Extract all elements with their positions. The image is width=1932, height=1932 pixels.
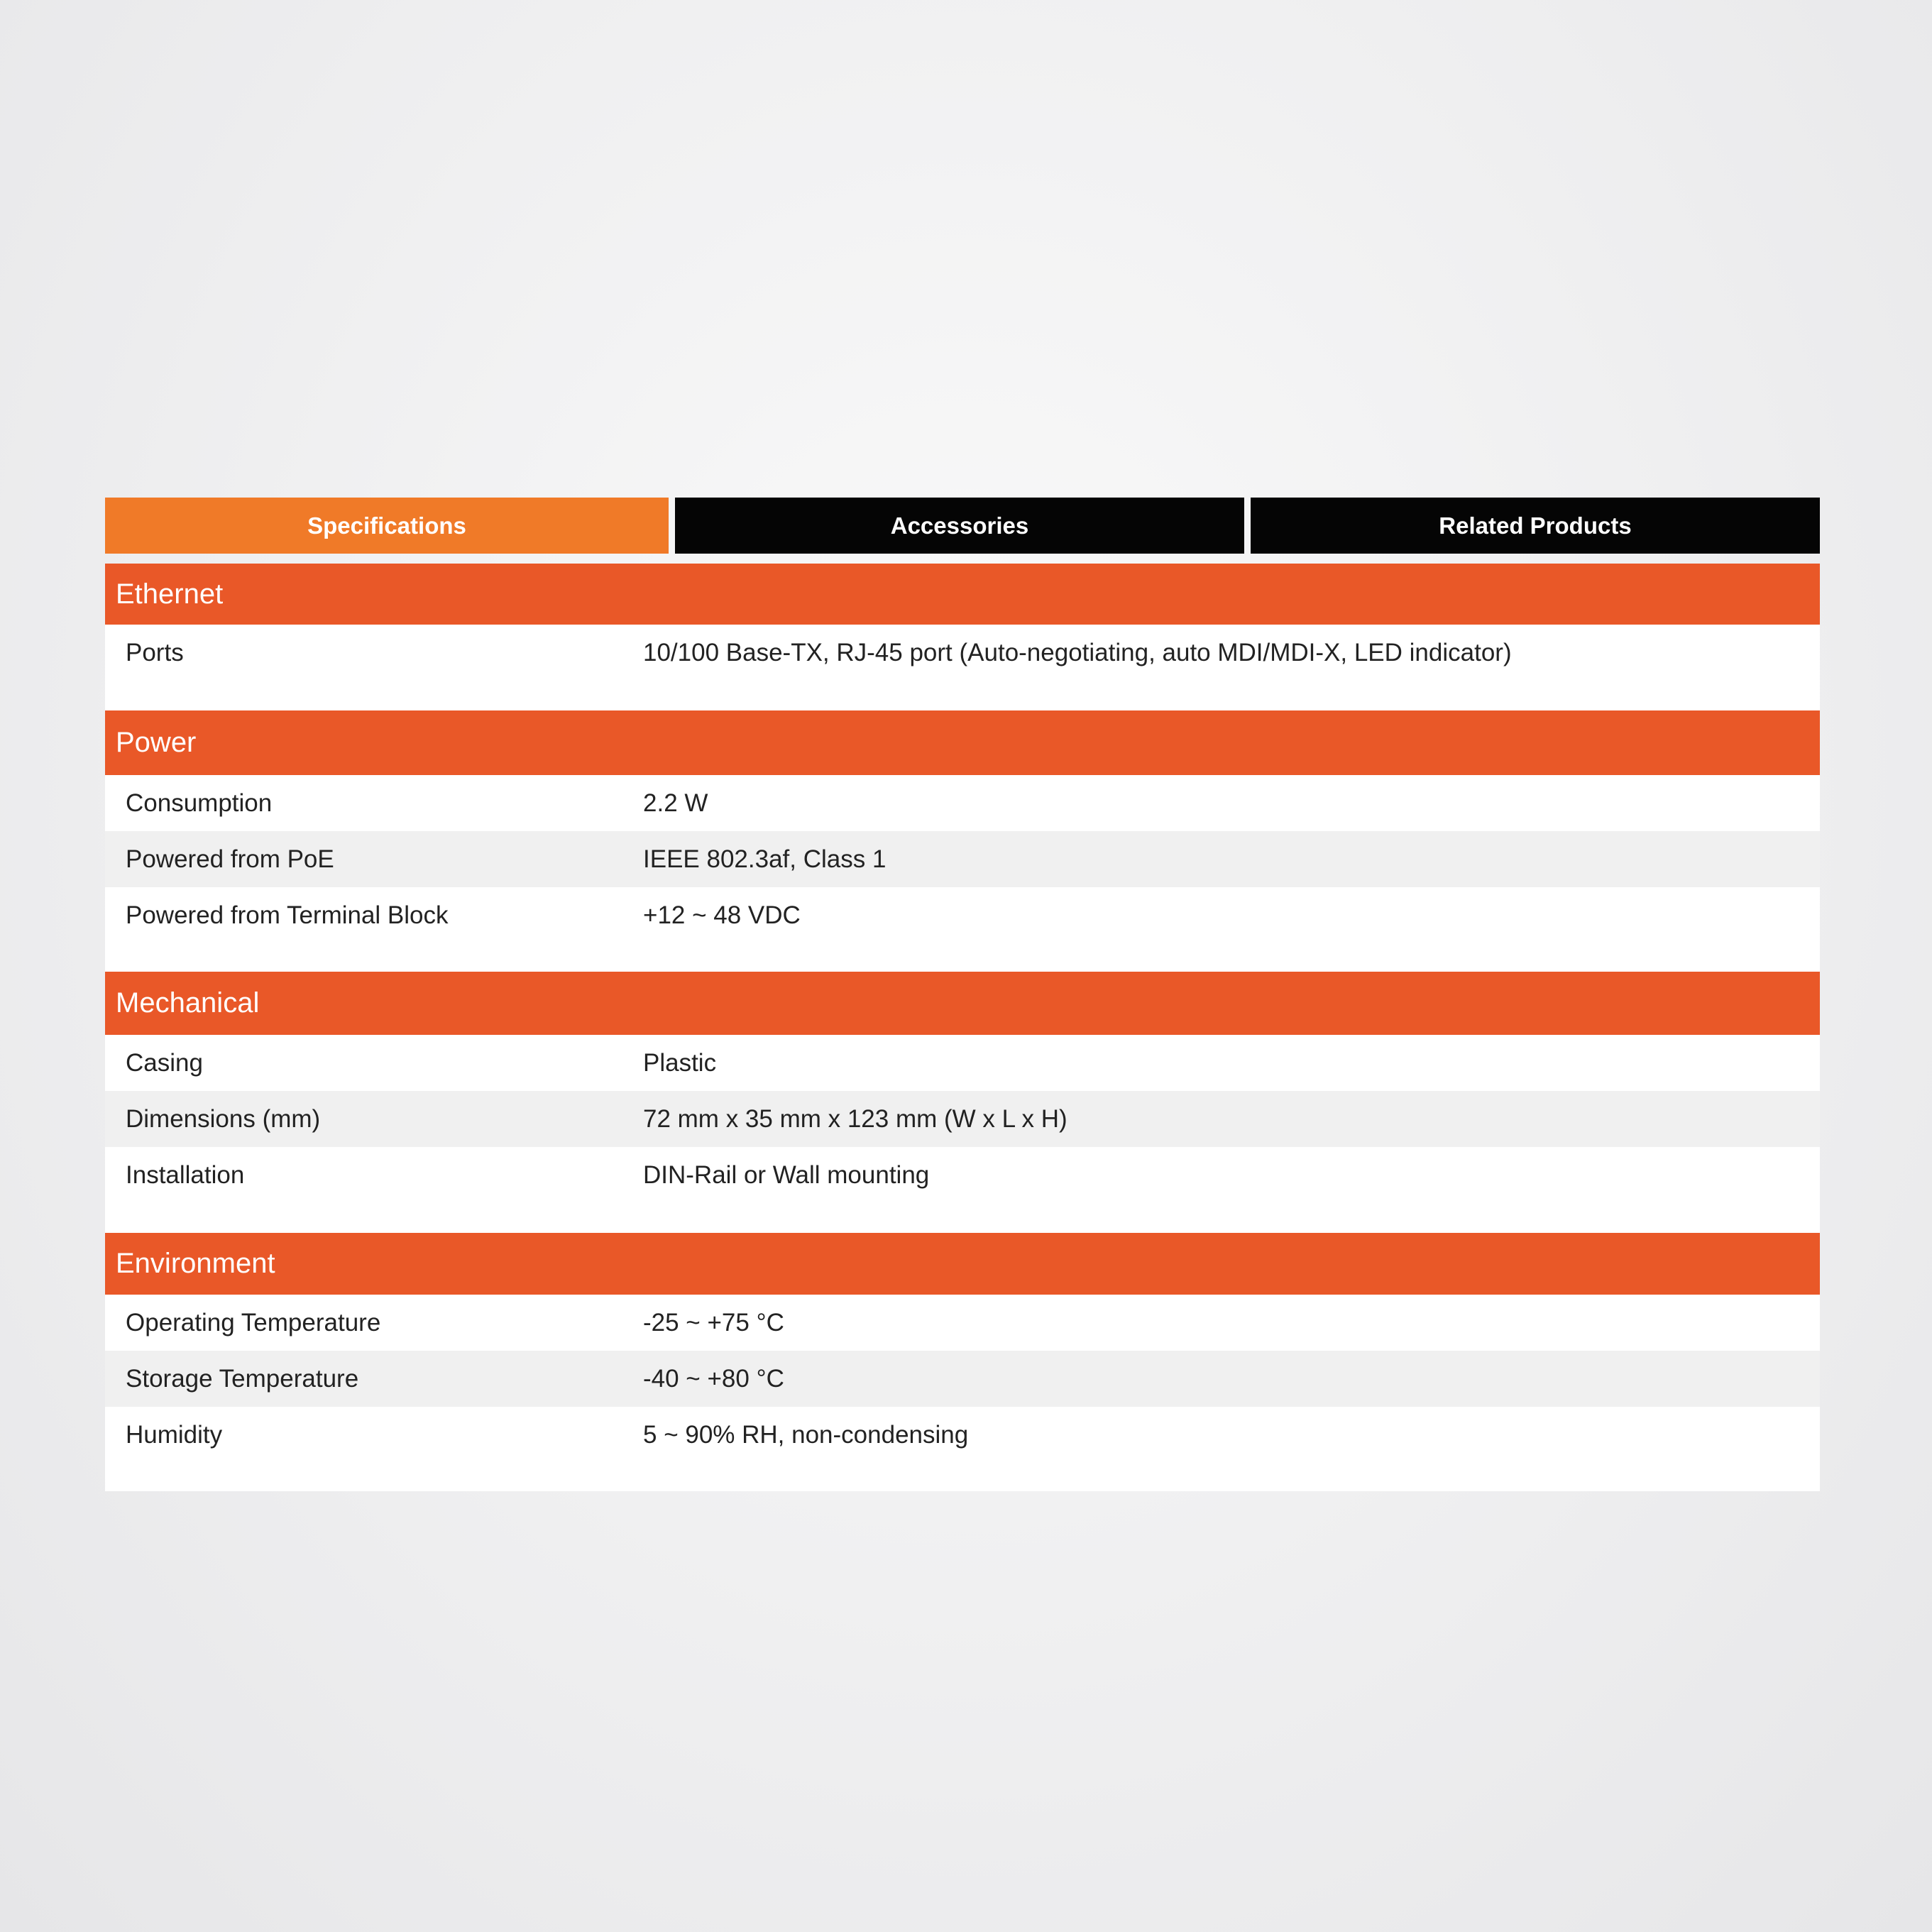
section-padding [105,1463,1820,1491]
spec-value: 5 ~ 90% RH, non-condensing [643,1420,969,1449]
spec-value: 10/100 Base-TX, RJ-45 port (Auto-negotiating, auto MDI/MDI-X, LED indicator) [643,638,1512,666]
spec-row [105,625,1820,681]
section-rows-power [105,775,1820,943]
spec-value: 72 mm x 35 mm x 123 mm (W x L x H) [643,1104,1067,1133]
spec-row [105,1351,1820,1407]
spec-value: 2.2 W [643,789,708,817]
spec-label: Powered from Terminal Block [126,901,449,929]
section-rows-ethernet [105,625,1820,681]
spec-row [105,1295,1820,1351]
spec-row [105,1035,1820,1091]
spec-value: -40 ~ +80 °C [643,1364,784,1393]
section-header-mechanical: Mechanical [105,972,1820,1035]
spec-label: Installation [126,1160,245,1189]
spec-row [105,887,1820,943]
spec-row [105,831,1820,887]
spec-label: Consumption [126,789,273,817]
section-header-power: Power [105,710,1820,775]
spec-value: -25 ~ +75 °C [643,1308,784,1337]
section-padding [105,1203,1820,1233]
tab-specifications[interactable]: Specifications [105,498,669,554]
spec-label: Powered from PoE [126,845,334,873]
section-padding [105,943,1820,972]
spec-value: DIN-Rail or Wall mounting [643,1160,930,1189]
spec-row [105,1407,1820,1463]
spec-label: Operating Temperature [126,1308,381,1337]
spec-label: Dimensions (mm) [126,1104,321,1133]
section-padding [105,681,1820,710]
spec-label: Ports [126,638,184,666]
spec-value: IEEE 802.3af, Class 1 [643,845,887,873]
section-rows-environment [105,1295,1820,1463]
spec-value: Plastic [643,1048,717,1077]
tab-spacer [105,554,1820,564]
section-header-environment: Environment [105,1233,1820,1295]
tab-bar [105,498,1820,554]
section-header-ethernet: Ethernet [105,564,1820,625]
spec-value: +12 ~ 48 VDC [643,901,801,929]
section-rows-mechanical [105,1035,1820,1203]
spec-label: Casing [126,1048,203,1077]
spec-label: Storage Temperature [126,1364,359,1393]
tab-related-products[interactable]: Related Products [1251,498,1820,554]
spec-row [105,1091,1820,1147]
spec-row [105,775,1820,831]
tab-accessories[interactable]: Accessories [675,498,1244,554]
spec-panel [105,498,1820,1491]
spec-row [105,1147,1820,1203]
spec-label: Humidity [126,1420,223,1449]
